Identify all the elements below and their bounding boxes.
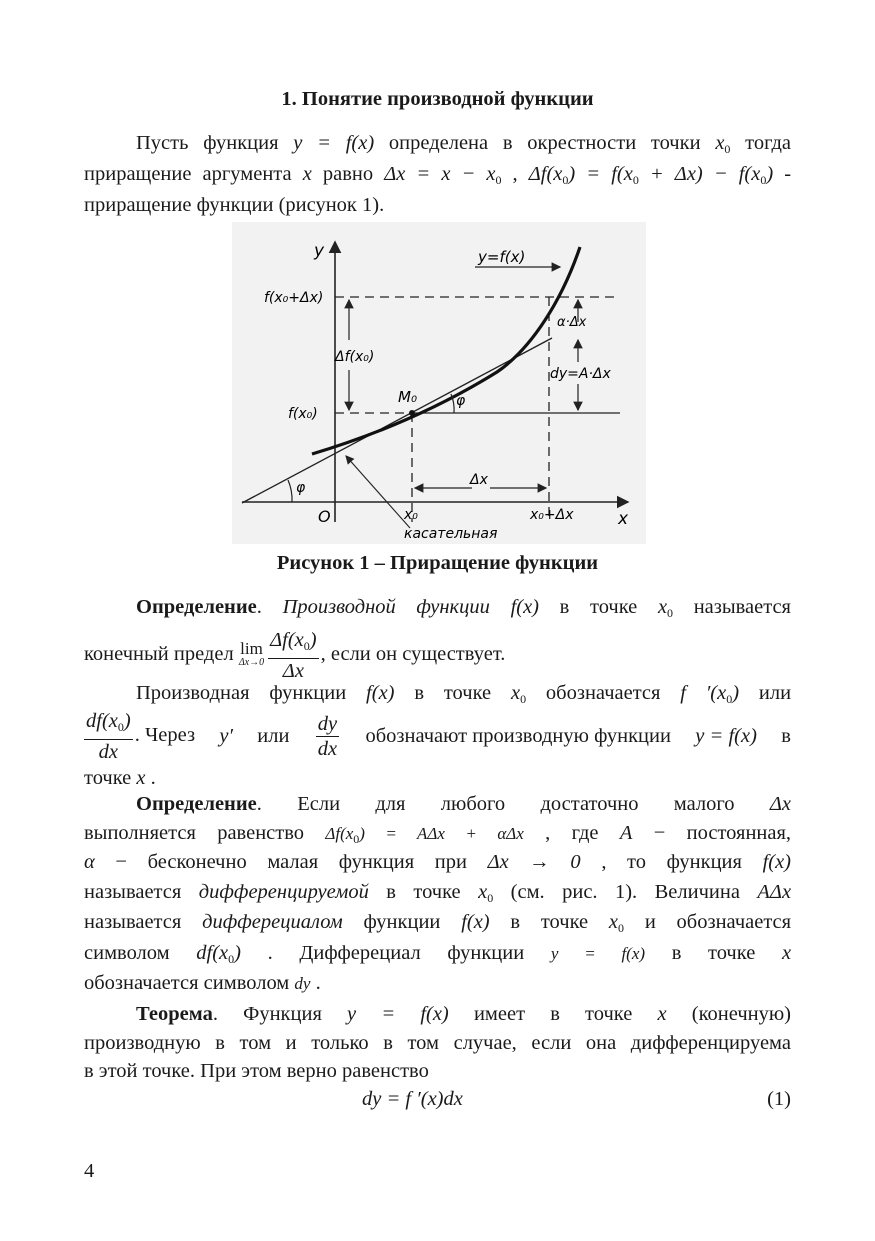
notation-line-1: Производная функции f(x) в точке $x_0$ обозначается f $'(x_0)$ или	[136, 682, 792, 706]
formula-increment: $\Delta f(x_0) = A\Delta x + \alpha\Delta x$	[325, 824, 524, 846]
intro-line-3: приращение функции (рисунок 1).	[84, 194, 385, 216]
label-phi-axis: φ	[296, 480, 306, 496]
label-phi-m0: φ	[456, 393, 466, 409]
label-f-x0: f(x₀)	[288, 406, 318, 422]
label-x0-dx: x₀+Δx	[530, 507, 574, 523]
def2-line-3: α − бесконечно малая функция при Δx → 0 , то функция f(x)	[84, 851, 792, 873]
formula-x0: $x_0$	[715, 132, 731, 156]
x-axis-label: x	[618, 509, 629, 529]
intro-line-2: приращение аргумента x равно $\Delta x = x - x_0$ , $\Delta f(x_0) = f(x_0 + \Delta x) - f(x_0)$ -	[84, 163, 792, 187]
equation-dy: dy = f ′(x)dx	[362, 1088, 463, 1110]
def1-line-2: конечный предел lim Δx→0 $\frac{\Delta f(x_0)}{\Delta x}$ , если он существует.	[84, 629, 506, 682]
fraction-dy-dx: $\frac{dy}{dx}$	[317, 712, 338, 760]
limit-fraction: $\frac{\Delta f(x_0)}{\Delta x}$	[270, 629, 317, 682]
notation-line-3: точке x .	[84, 767, 156, 789]
theorem-line-2: производную в том и только в том случае, если она дифференцируема	[84, 1032, 791, 1054]
section-heading: 1. Понятие производной функции	[281, 88, 594, 110]
label-delta-x: Δx	[470, 472, 488, 488]
label-x0: x₀	[404, 507, 418, 523]
increment-figure	[232, 222, 646, 544]
fraction-df-dx: $\frac{df(x_0)}{dx}$	[86, 709, 131, 763]
page-number: 4	[84, 1160, 95, 1182]
intro-line-1: Пусть функция y = f(x) определена в окрестности точки $x_0$ тогда	[136, 132, 792, 156]
formula-delta-x: $\Delta x = x - x_0$	[384, 163, 502, 187]
theorem-line-1: Теорема. Функция y = f(x) имеет в точке x (конечную)	[136, 1003, 792, 1025]
def2-line-4: называется дифференцируемой в точке $x_0$ (см. рис. 1). Величина AΔx	[84, 881, 792, 905]
label-alpha-dx: α·Δx	[557, 315, 587, 330]
equation-row	[84, 1084, 791, 1114]
y-axis-label: y	[314, 241, 325, 261]
def2-line-6: символом $df(x_0)$ . Дифферециал функции y = f(x) в точке x	[84, 942, 792, 966]
figure-background	[232, 222, 646, 544]
formula-delta-f: $\Delta f(x_0) = f(x_0 + \Delta x) - f(x_0)$	[528, 163, 774, 187]
def1-line-1: Определение. Производной функции f(x) в точке $x_0$ называется	[136, 596, 791, 620]
def2-line-5: называется дифферециалом функции f(x) в точке $x_0$ и обозначается	[84, 911, 792, 935]
label-dy: dy=A·Δx	[550, 366, 611, 382]
theorem-line-3: в этой точке. При этом верно равенство	[84, 1060, 429, 1082]
figure-caption: Рисунок 1 – Приращение функции	[276, 552, 599, 574]
point-m0	[409, 410, 415, 416]
label-delta-f: Δf(x₀)	[335, 349, 375, 365]
equation-number: (1)	[767, 1088, 791, 1110]
label-f-x0-dx: f(x₀+Δx)	[264, 290, 324, 306]
curve-label: y=f(x)	[478, 248, 526, 266]
def2-line-7: обозначается символом dy .	[84, 972, 321, 994]
limit-operator: lim Δx→0	[238, 638, 265, 668]
def2-line-1: Определение. Если для любого достаточно малого Δx	[136, 793, 792, 815]
formula-y-fx: y = f(x)	[293, 132, 375, 154]
notation-line-2: $\frac{df(x_0)}{dx}$ . Через y′ или $\frac{dy}{dx}$ обозначают производную функции y = f(x) в	[86, 709, 791, 763]
label-m0: M₀	[398, 388, 417, 406]
origin-label: O	[318, 507, 331, 526]
def2-line-2: выполняется равенство $\Delta f(x_0) = A\Delta x + \alpha\Delta x$ , где A − постоянная,	[84, 822, 792, 846]
label-tangent: касательная	[404, 526, 498, 542]
